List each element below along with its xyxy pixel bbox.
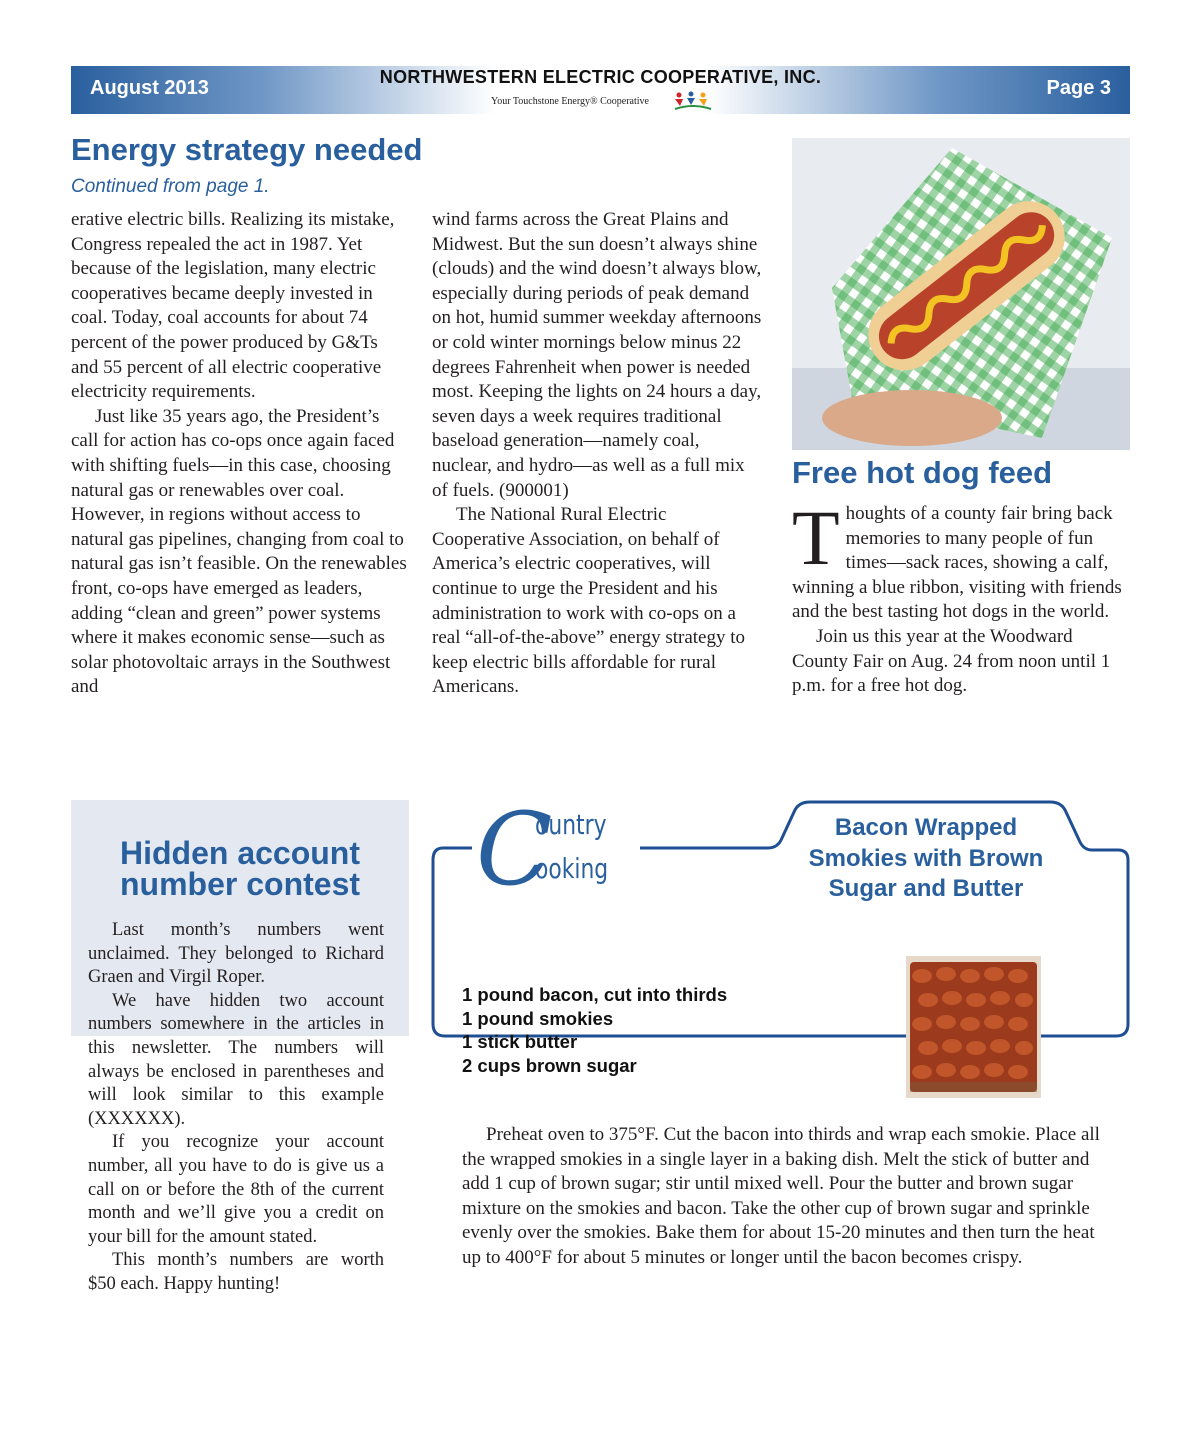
hotdog-paragraph: Join us this year at the Woodward County Fair on Aug. 24 from noon until 1 p.m. for a free hot dog. <box>792 625 1111 697</box>
ingredient-item: 1 stick butter <box>462 1031 578 1052</box>
contest-paragraph: Last month’s numbers went unclaimed. They belonged to Richard Graen and Virgil Roper. <box>88 920 384 988</box>
contest-title-line: Hidden account <box>119 835 360 871</box>
contest-paragraph: If you recognize your account number, all you have to do is give us a call on or before the 8th of the current month and we’ll give you a credit on your bill for the amount stated. <box>88 1132 384 1247</box>
energy-paragraph: The National Rural Electric Cooperative Association, on behalf of America’s electric cooperatives, will continue to urge the President and his administration to work with co-ops on a real “all-of-the-above” energy strategy to keep electric bills affordable for rural Americans. <box>432 504 745 698</box>
hotdog-paragraph <box>792 494 1132 625</box>
issue-date: August 2013 <box>90 77 209 99</box>
ingredient-item: 2 cups brown sugar <box>462 1054 637 1076</box>
country-cooking-logo-line: ountry <box>535 808 607 841</box>
energy-article-column-2 <box>432 208 762 700</box>
energy-paragraph: erative electric bills. Realizing its mistake, Congress repealed the act in 1987. Yet because of the legislation, many electric cooperatives became deeply invested in coal. Today, coal accounts for about 74 percent of the power produced by G&Ts and 55 percent of all electric cooperative electricity requirements. <box>71 209 395 403</box>
contest-paragraph: We have hidden two account numbers somewhere in the articles in this newsletter. The numbers will always be enclosed in parentheses and will look similar to this example (XXXXXX). <box>88 990 384 1129</box>
energy-paragraph: Just like 35 years ago, the President’s call for action has co-ops once again faced with shifting fuels—in this case, choosing natural gas or renewables over coal. However, in regions without access to natural gas pipelines, changing from coal to natural gas isn’t feasible. On the renewables front, co-ops have emerged as leaders, adding “clean and green” power systems where it makes economic sense—such as solar photovoltaic arrays in the Southwest and <box>71 405 407 698</box>
energy-article-title: Energy strategy needed <box>71 132 423 167</box>
recipe-title: Bacon Wrapped Smokies with Brown Sugar and Butter <box>808 814 1044 902</box>
page-header <box>71 66 1130 114</box>
page-number: Page 3 <box>1046 77 1111 99</box>
hotdog-article-title: Free hot dog feed <box>792 455 1053 490</box>
contest-paragraph: This month’s numbers are worth $50 each. Happy hunting! <box>88 1250 384 1294</box>
country-cooking-logo-c: C <box>476 791 553 908</box>
ingredient-item: 1 pound smokies <box>462 1007 614 1029</box>
drop-cap: T <box>792 494 840 581</box>
contest-body <box>88 919 384 1297</box>
energy-paragraph: wind farms across the Great Plains and Midwest. But the sun doesn’t always shine (clouds) and the wind doesn’t always blow, especially during periods of peak demand on hot, humid summer weekday afternoons or cold winter mornings below minus 22 degrees Fahrenheit when power is needed most. Keeping the lights on 24 hours a day, seven days a week requires traditional baseload generation—namely coal, nuclear, and hydro—as well as a full mix of fuels. (900001) <box>432 209 762 501</box>
energy-article-continued: Continued from page 1. <box>71 176 270 197</box>
ingredient-list <box>462 983 727 1077</box>
contest-title <box>71 835 409 902</box>
touchstone-energy-logo-icon <box>671 90 715 112</box>
bacon-smokies-photo <box>906 956 1041 1098</box>
tagline: Your Touchstone Energy® Cooperative <box>491 96 649 107</box>
ingredient-item: 1 pound bacon, cut into thirds <box>462 984 728 1005</box>
organization-name: NORTHWESTERN ELECTRIC COOPERATIVE, INC. <box>379 67 822 87</box>
energy-article-column-1 <box>71 208 409 700</box>
country-cooking-logo-line: ooking <box>535 852 609 885</box>
contest-title-line: number contest <box>119 866 361 902</box>
recipe-directions: Preheat oven to 375°F. Cut the bacon into thirds and wrap each smokie. Place all the wrapped smokies in a single layer in a baking dish. Melt the stick of butter and add 1 cup of brown sugar; stir until mixed well. Pour the butter and brown sugar mixture on the smokies and bacon. Take the other cup of brown sugar and sprinkle evenly over the smokies. Bake them for about 15-20 minutes and then turn the heat up to 400°F for about 5 minutes or longer until the bacon becomes crispy. <box>462 1124 1100 1268</box>
hotdog-paragraph-text: houghts of a county fair bring back memories to many people of fun times—sack races, showing a calf, winning a blue ribbon, visiting with friends and the best tasting hot dogs in the world. <box>792 503 1122 623</box>
hot-dog-photo <box>792 138 1130 450</box>
hotdog-article-body <box>792 494 1132 699</box>
